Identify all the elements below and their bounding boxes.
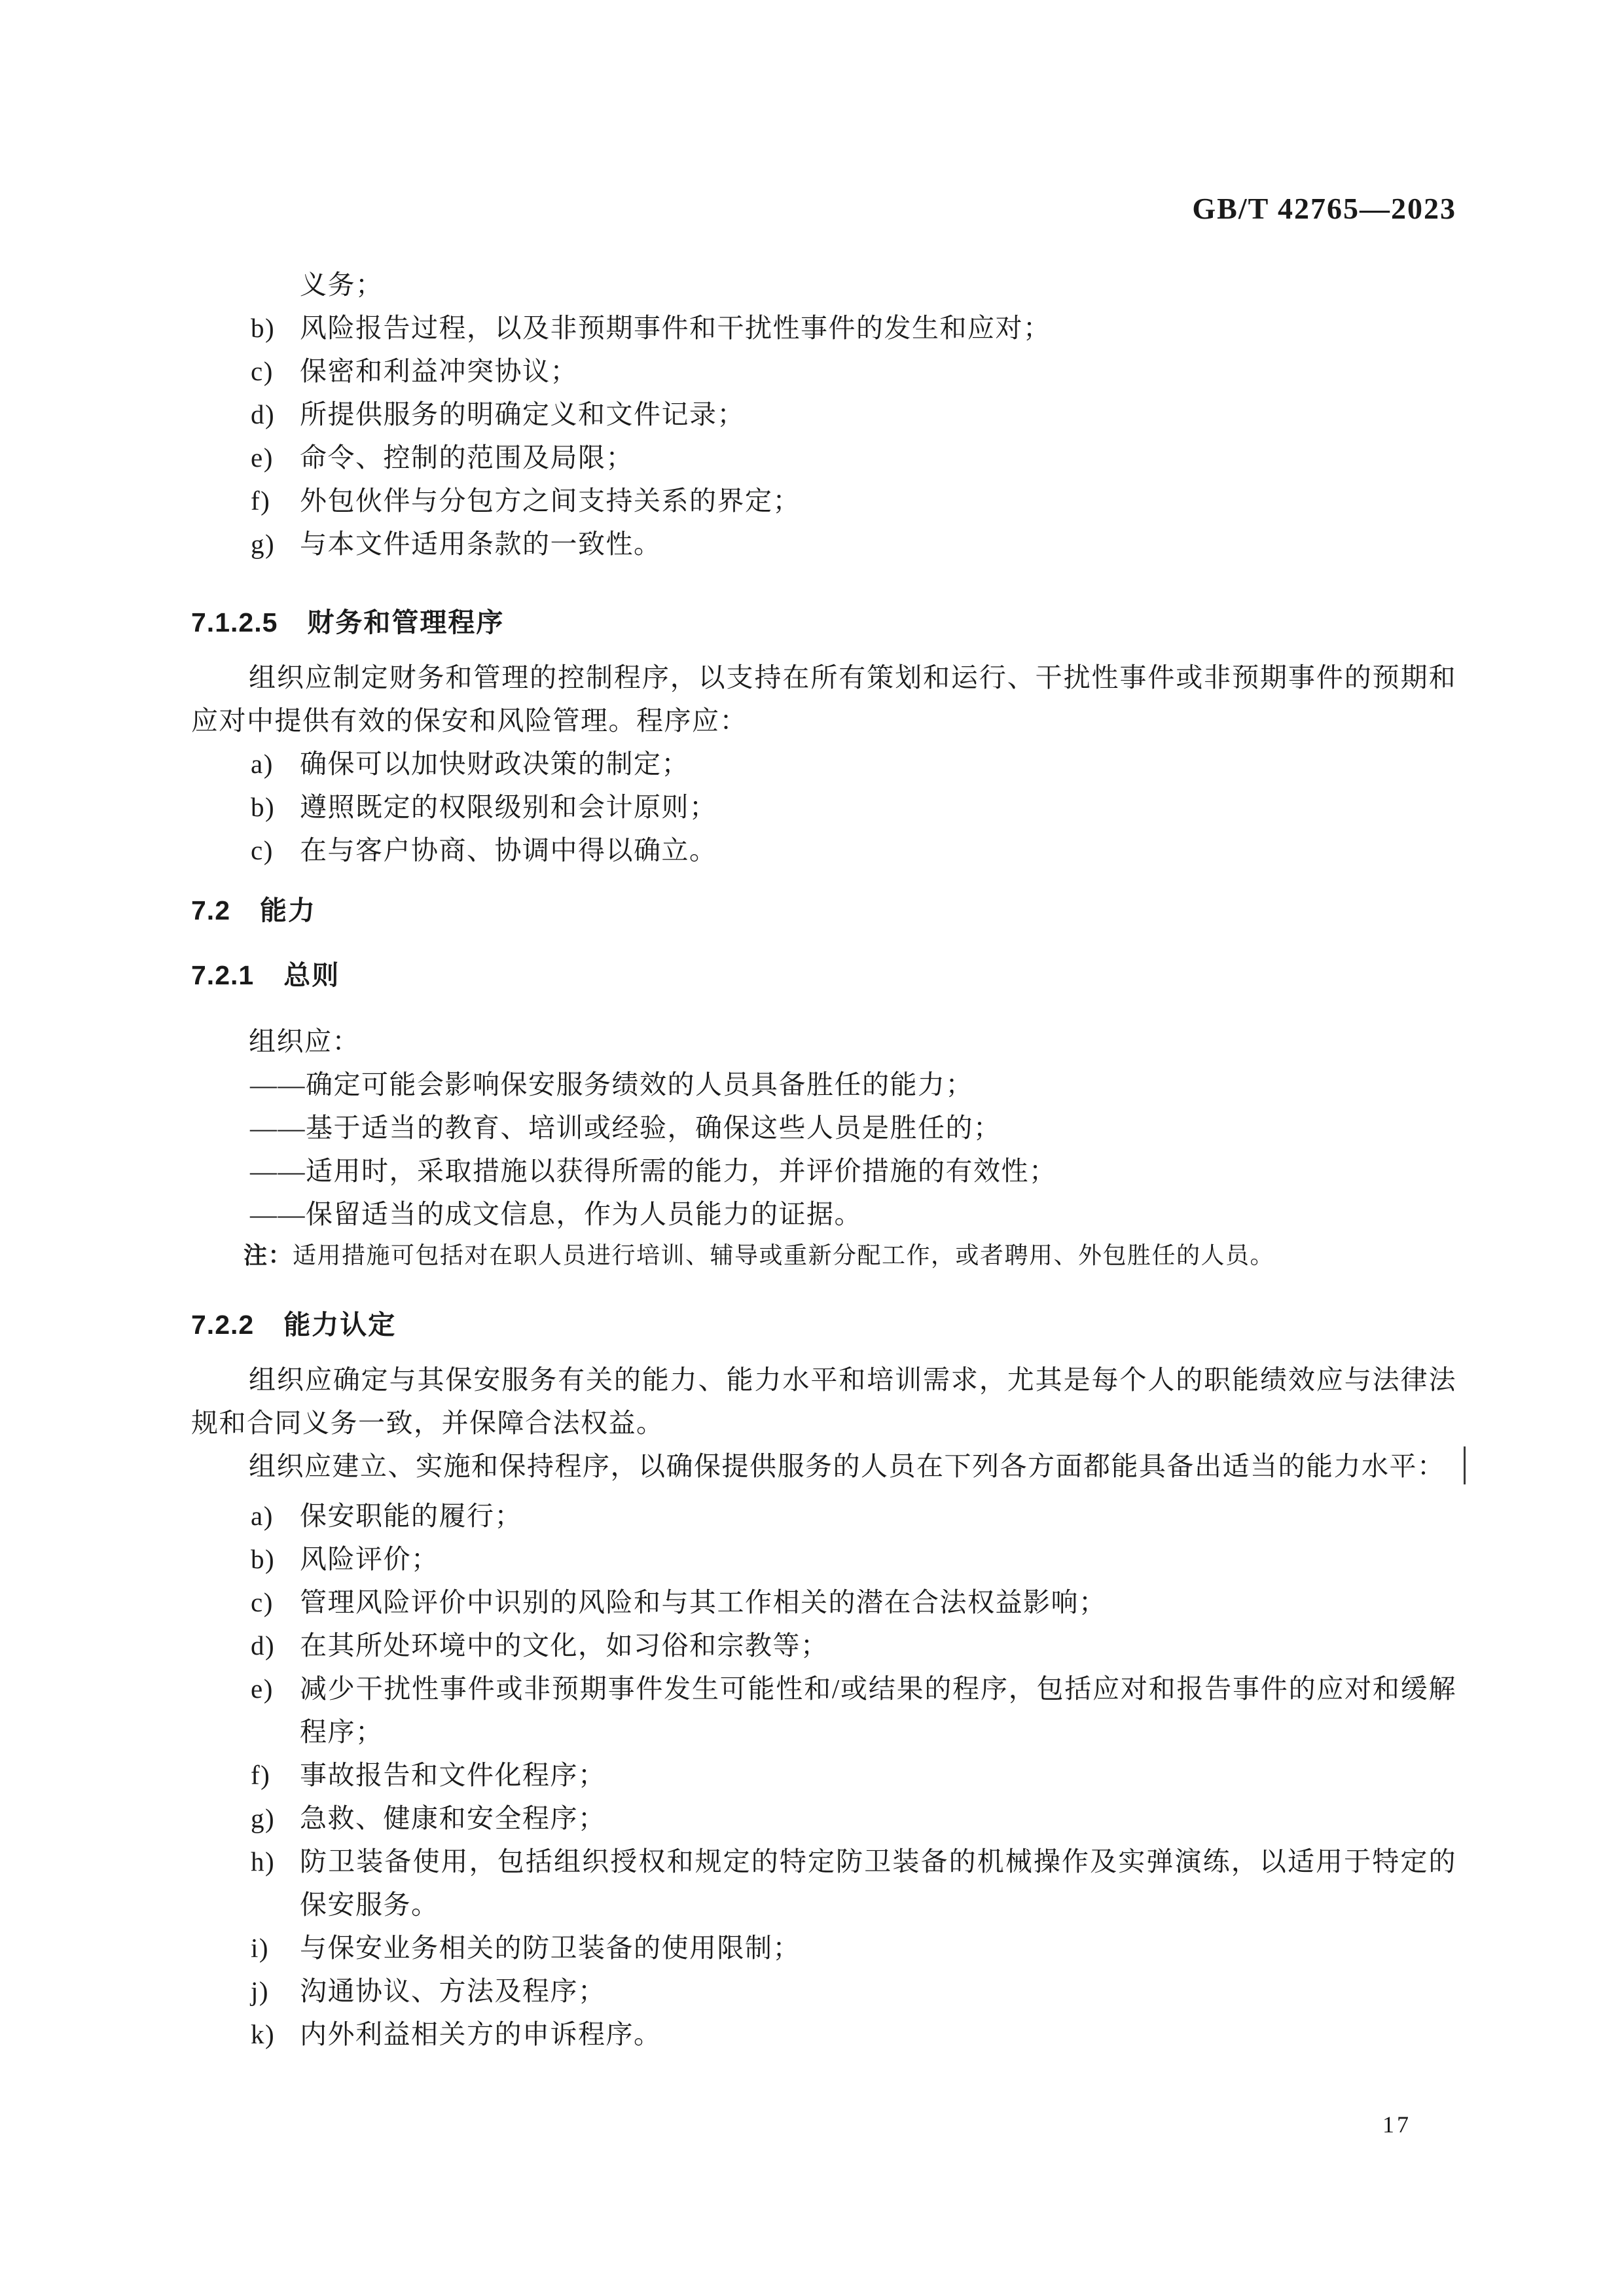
list-item: [191, 522, 1456, 565]
list-item: [191, 1840, 1456, 1926]
clause-number: 7.2.1: [191, 960, 255, 990]
dash-list-item: ——保留适当的成文信息，作为人员能力的证据。: [250, 1199, 862, 1229]
list-item-text: 保密和利益冲突协议；: [300, 356, 578, 386]
list-item-marker: b): [251, 792, 276, 822]
clause-number: 7.2: [191, 895, 230, 925]
list-item-marker: f): [251, 1760, 271, 1790]
list-item-text: 急救、健康和安全程序；: [300, 1803, 606, 1833]
doc-code-header: GB/T 42765—2023: [1192, 192, 1456, 225]
list-item: [191, 1797, 1456, 1840]
list-item-marker: c): [251, 356, 274, 386]
list-item-marker: d): [251, 399, 276, 429]
list-item-text: 遵照既定的权限级别和会计原则；: [300, 792, 717, 822]
list-item-text: 外包伙伴与分包方之间支持关系的界定；: [300, 486, 801, 516]
dash-list-item: ——适用时，采取措施以获得所需的能力，并评价措施的有效性；: [250, 1156, 1057, 1186]
dash-list-item: ——确定可能会影响保安服务绩效的人员具备胜任的能力；: [250, 1069, 973, 1100]
list-item-marker: e): [251, 1674, 274, 1704]
list-item-text: 确保可以加快财政决策的制定；: [300, 749, 689, 779]
list-item: [191, 1494, 1456, 1537]
list-item-marker: b): [251, 1544, 276, 1574]
list-item-text: 风险报告过程，以及非预期事件和干扰性事件的发生和应对；: [300, 313, 1051, 343]
list-item-marker: h): [251, 1846, 276, 1876]
list-item-text: 防卫装备使用，包括组织授权和规定的特定防卫装备的机械操作及实弹演练，以适用于特定的保安服务。: [300, 1846, 1456, 1920]
list-item: [191, 742, 1456, 785]
list-item: [191, 1753, 1456, 1797]
list-item-text: 所提供服务的明确定义和文件记录；: [300, 399, 745, 429]
paragraph-lead: 组织应：: [249, 1026, 360, 1056]
text-column: [191, 0, 1456, 2056]
list-item-text: 义务；: [300, 270, 384, 300]
list-item-text: 管理风险评价中识别的风险和与其工作相关的潜在合法权益影响；: [300, 1587, 1107, 1617]
clause-title: 财务和管理程序: [307, 607, 505, 637]
clause-number: 7.2.2: [191, 1310, 255, 1340]
paragraph: 组织应制定财务和管理的控制程序，以支持在所有策划和运行、干扰性事件或非预期事件的预期和应对中提供有效的保安和风险管理。程序应：: [191, 662, 1456, 736]
list-item-text: 保安职能的履行；: [300, 1501, 522, 1531]
paragraph: 组织应建立、实施和保持程序，以确保提供服务的人员在下列各方面都能具备出适当的能力水平：: [249, 1451, 1445, 1481]
list-item-marker: g): [251, 529, 276, 559]
list-item: [191, 479, 1456, 522]
revision-change-bar: [1464, 1446, 1466, 1484]
clause-title: 能力: [260, 895, 316, 925]
list-item-text: 与本文件适用条款的一致性。: [300, 529, 662, 559]
list-item-text: 减少干扰性事件或非预期事件发生可能性和/或结果的程序，包括应对和报告事件的应对和缓解程序；: [300, 1674, 1456, 1747]
list-item-marker: f): [251, 486, 271, 516]
list-item: [191, 1537, 1456, 1581]
list-item: [191, 1667, 1456, 1753]
list-item: [191, 393, 1456, 436]
dash-list-item: ——基于适当的教育、培训或经验，确保这些人员是胜任的；: [250, 1113, 1001, 1143]
note: [191, 1239, 1456, 1272]
list-item-marker: g): [251, 1803, 276, 1833]
list-item-marker: c): [251, 1587, 274, 1617]
list-item-marker: j): [251, 1976, 270, 2006]
list-item: [191, 1581, 1456, 1624]
list-item: [191, 350, 1456, 393]
list-item-text: 在其所处环境中的文化，如习俗和宗教等；: [300, 1630, 829, 1660]
clause-heading-7-2-1: [191, 958, 1456, 992]
list-item-text: 在与客户协商、协调中得以确立。: [300, 835, 717, 865]
list-item-text: 沟通协议、方法及程序；: [300, 1976, 606, 2006]
list-item-text: 事故报告和文件化程序；: [300, 1760, 606, 1790]
list-item-text: 风险评价；: [300, 1544, 439, 1574]
list-item: [191, 1624, 1456, 1667]
clause-heading-7-1-2-5: [191, 605, 1456, 639]
list-item-marker: i): [251, 1933, 270, 1963]
note-label: 注：: [244, 1242, 293, 1268]
list-item: [191, 1969, 1456, 2013]
list-item: [191, 1926, 1456, 1969]
clause-heading-7-2-2: [191, 1308, 1456, 1342]
list-item-text: 内外利益相关方的申诉程序。: [300, 2019, 662, 2049]
list-item-marker: d): [251, 1630, 276, 1660]
list-item-marker: a): [251, 1501, 274, 1531]
note-text: 适用措施可包括对在职人员进行培训、辅导或重新分配工作，或者聘用、外包胜任的人员。: [293, 1242, 1275, 1268]
clause-title: 能力认定: [283, 1310, 397, 1340]
list-item-marker: e): [251, 442, 274, 473]
clause-number: 7.1.2.5: [191, 607, 278, 637]
list-item-continuation: [191, 263, 1456, 306]
list-item-marker: k): [251, 2019, 276, 2049]
list-item: [191, 785, 1456, 829]
clause-heading-7-2: [191, 893, 1456, 927]
paragraph: 组织应确定与其保安服务有关的能力、能力水平和培训需求，尤其是每个人的职能绩效应与法律法规和合同义务一致，并保障合法权益。: [191, 1365, 1456, 1438]
clause-title: 总则: [283, 960, 340, 990]
list-item-marker: b): [251, 313, 276, 343]
list-item: [191, 306, 1456, 350]
list-item-text: 命令、控制的范围及局限；: [300, 442, 634, 473]
list-item-marker: a): [251, 749, 274, 779]
list-item: [191, 2013, 1456, 2056]
list-item: [191, 436, 1456, 479]
list-item-text: 与保安业务相关的防卫装备的使用限制；: [300, 1933, 801, 1963]
list-item: [191, 829, 1456, 872]
list-item-marker: c): [251, 835, 274, 865]
page-number: 17: [1382, 2111, 1411, 2138]
